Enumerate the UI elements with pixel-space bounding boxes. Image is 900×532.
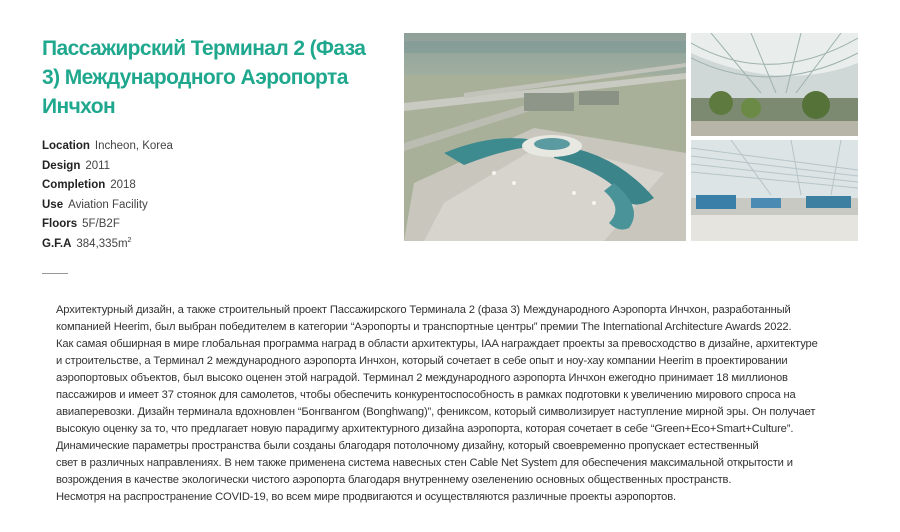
page-title: Пассажирский Терминал 2 (Фаза 3) Международного Аэропорта Инчхон (42, 37, 366, 118)
departure-hall-photo (691, 140, 858, 241)
description-line: аэропортовых объектов, был высоко оценен этой наградой. Терминал 2 международного аэропорта Инчхон ежегодно принимает 18 миллионов (56, 372, 788, 384)
description-line: Динамические параметры пространства были созданы благодаря потолочному дизайну, который своевременно пропускает естественный (56, 440, 759, 452)
description-line: компанией Heerim, был выбран победителем в категории “Аэропорты и транспортные центры” премии The International Architecture Awards 2022. (56, 321, 792, 333)
project-description (56, 302, 846, 506)
spec-label: Floors (42, 218, 78, 230)
aerial-terminal-photo (404, 33, 686, 241)
description-line: возрождения в качестве экологически чистого аэропорта благодаря внутреннему озеленению основных общественных пространств. (56, 474, 732, 486)
spec-value: 5F/B2F (82, 218, 120, 230)
spec-floors (42, 215, 173, 235)
description-line: свет в различных направлениях. В нем также применена система навесных стен Cable Net System для обеспечения максимальной открытости и (56, 457, 793, 469)
spec-value: Incheon, Korea (94, 140, 173, 152)
description-line: пассажиров и имеет 37 стоянок для самолетов, чтобы обеспечить конкурентоспособность в рамках подготовки к увеличению мирового спроса на (56, 389, 796, 401)
unit-superscript: 2 (127, 236, 132, 244)
spec-use (42, 196, 173, 216)
spec-value: 2011 (85, 159, 111, 172)
description-line: Как самая обширная в мире глобальная программа наград в области архитектуры, IAA награждает проекты за превосходство в дизайне, архитектуре (56, 338, 818, 350)
spec-label: G.F.A (42, 237, 72, 250)
spec-location (42, 137, 173, 157)
spec-label: Use (42, 198, 64, 211)
description-line: Несмотря на распространение COVID-19, во всем мире продвигаются и осуществляются различные проекты аэропортов. (56, 491, 676, 503)
spec-label: Location (42, 140, 90, 152)
spec-value: 384,335m (76, 237, 128, 250)
description-line: высокую оценку за то, что предлагает новую парадигму архитектурного дизайна аэропорта, которая сочетает в себе “Green+Eco+Smart+Culture”. (56, 423, 794, 435)
spec-gfa (42, 235, 173, 255)
spec-value: Aviation Facility (68, 198, 148, 211)
spec-value: 2018 (110, 179, 136, 191)
description-line: авиаперевозки. Дизайн терминала вдохновлен “Бонгвангом (Bonghwang)”, фениксом, который символизирует наступление мирной эры. Он получает (56, 406, 816, 418)
divider (42, 273, 68, 274)
description-line: Архитектурный дизайн, а также строительный проект Пассажирского Терминала 2 (фаза 3) Международного Аэропорта Инчхон, разработанный (56, 304, 791, 316)
spec-completion (42, 176, 173, 196)
spec-design (42, 157, 173, 177)
spec-label: Completion (42, 179, 106, 191)
roof-interior-photo (691, 33, 858, 136)
spec-label: Design (42, 159, 81, 172)
description-line: и строительстве, а Терминал 2 международного аэропорта Инчхон, который сочетает в себе опыт и ноу-хау компании Heerim в проектировании (56, 355, 788, 367)
project-specs (42, 137, 173, 254)
